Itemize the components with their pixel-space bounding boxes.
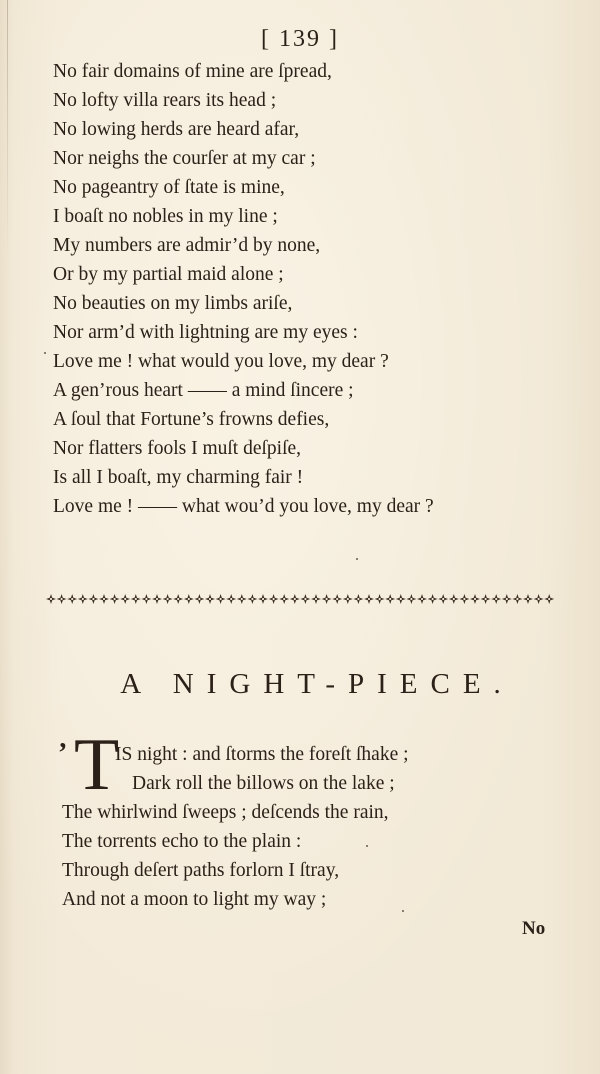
fleuron-glyph: [279, 594, 289, 604]
fleuron-glyph: [481, 594, 491, 604]
verse-line: No lofty villa rears its head ;: [53, 90, 277, 111]
fleuron-glyph: [353, 594, 363, 604]
drop-cap-letter: T: [74, 724, 120, 806]
fleuron-glyph: [173, 594, 183, 604]
verse-line: I boaſt no nobles in my line ;: [53, 206, 278, 227]
fleuron-glyph: [57, 594, 67, 604]
fleuron-ornament-rule: [45, 588, 560, 610]
fleuron-glyph: [459, 594, 469, 604]
fleuron-glyph: [470, 594, 480, 604]
fleuron-glyph: [78, 594, 88, 604]
paper-speck: [44, 352, 46, 354]
poem-continued: [53, 57, 434, 521]
fleuron-glyph: [449, 594, 459, 604]
fleuron-glyph: [237, 594, 247, 604]
verse-line: IS night : and ſtorms the foreſt ſhake ;: [115, 744, 409, 765]
poem-body: [62, 798, 389, 914]
fleuron-glyph: [385, 594, 395, 604]
fleuron-glyph: [269, 594, 279, 604]
verse-line: The whirlwind ſweeps ; deſcends the rain,: [62, 802, 389, 823]
paper-speck: [356, 558, 358, 560]
fleuron-glyph: [406, 594, 416, 604]
fleuron-glyph: [247, 594, 257, 604]
verse-line: No lowing herds are heard afar,: [53, 119, 300, 140]
fleuron-glyph: [364, 594, 374, 604]
fleuron-glyph: [67, 594, 77, 604]
fleuron-glyph: [290, 594, 300, 604]
verse-line: Is all I boaſt, my charming fair !: [53, 467, 304, 488]
fleuron-glyph: [534, 594, 544, 604]
fleuron-glyph: [375, 594, 385, 604]
poem-title: A NIGHT-PIECE.: [120, 668, 514, 700]
page-number: [ 139 ]: [261, 26, 339, 52]
verse-line: Or by my partial maid alone ;: [53, 264, 284, 285]
fleuron-glyph: [163, 594, 173, 604]
fleuron-glyph: [322, 594, 332, 604]
fleuron-glyph: [99, 594, 109, 604]
verse-line: And not a moon to light my way ;: [62, 889, 327, 910]
verse-line: No beauties on my limbs ariſe,: [53, 293, 293, 314]
verse-line: Dark roll the billows on the lake ;: [132, 773, 395, 794]
verse-line: No pageantry of ſtate is mine,: [53, 177, 285, 198]
fleuron-glyph: [343, 594, 353, 604]
fleuron-glyph: [311, 594, 321, 604]
fleuron-glyph: [258, 594, 268, 604]
fleuron-glyph: [502, 594, 512, 604]
fleuron-glyph: [438, 594, 448, 604]
poem-opening-lines: [115, 740, 409, 798]
verse-line: Nor arm’d with lightning are my eyes :: [53, 322, 358, 343]
fleuron-glyph: [46, 594, 56, 604]
fleuron-glyph: [88, 594, 98, 604]
fleuron-glyph: [194, 594, 204, 604]
verse-line: Through deſert paths forlorn I ſtray,: [62, 860, 340, 881]
fleuron-glyph: [131, 594, 141, 604]
fleuron-glyph: [417, 594, 427, 604]
verse-line: Love me ! —— what wou’d you love, my dear ?: [53, 496, 434, 517]
fleuron-glyph: [523, 594, 533, 604]
verse-line: No fair domains of mine are ſpread,: [53, 61, 332, 82]
fleuron-glyph: [216, 594, 226, 604]
fleuron-glyph: [152, 594, 162, 604]
fleuron-glyph: [544, 594, 554, 604]
fleuron-glyph: [428, 594, 438, 604]
fleuron-glyph: [120, 594, 130, 604]
opening-quote-mark: ’: [58, 738, 68, 769]
verse-line: A gen’rous heart —— a mind ſincere ;: [53, 380, 354, 401]
fleuron-glyph: [396, 594, 406, 604]
verse-line: Love me ! what would you love, my dear ?: [53, 351, 389, 372]
fleuron-glyph: [205, 594, 215, 604]
fleuron-glyph: [141, 594, 151, 604]
fleuron-glyph: [491, 594, 501, 604]
fleuron-glyph: [226, 594, 236, 604]
fleuron-glyph: [110, 594, 120, 604]
fleuron-glyph: [300, 594, 310, 604]
fleuron-glyph: [512, 594, 522, 604]
fleuron-glyph: [184, 594, 194, 604]
verse-line: A ſoul that Fortune’s frowns defies,: [53, 409, 330, 430]
verse-line: My numbers are admir’d by none,: [53, 235, 321, 256]
verse-line: Nor neighs the courſer at my car ;: [53, 148, 316, 169]
paper-speck: [402, 910, 404, 912]
catchword: No: [522, 918, 546, 939]
verse-line: The torrents echo to the plain :: [62, 831, 302, 852]
paper-speck: [366, 845, 368, 847]
fleuron-glyph: [332, 594, 342, 604]
verse-line: Nor flatters fools I muſt deſpiſe,: [53, 438, 302, 459]
